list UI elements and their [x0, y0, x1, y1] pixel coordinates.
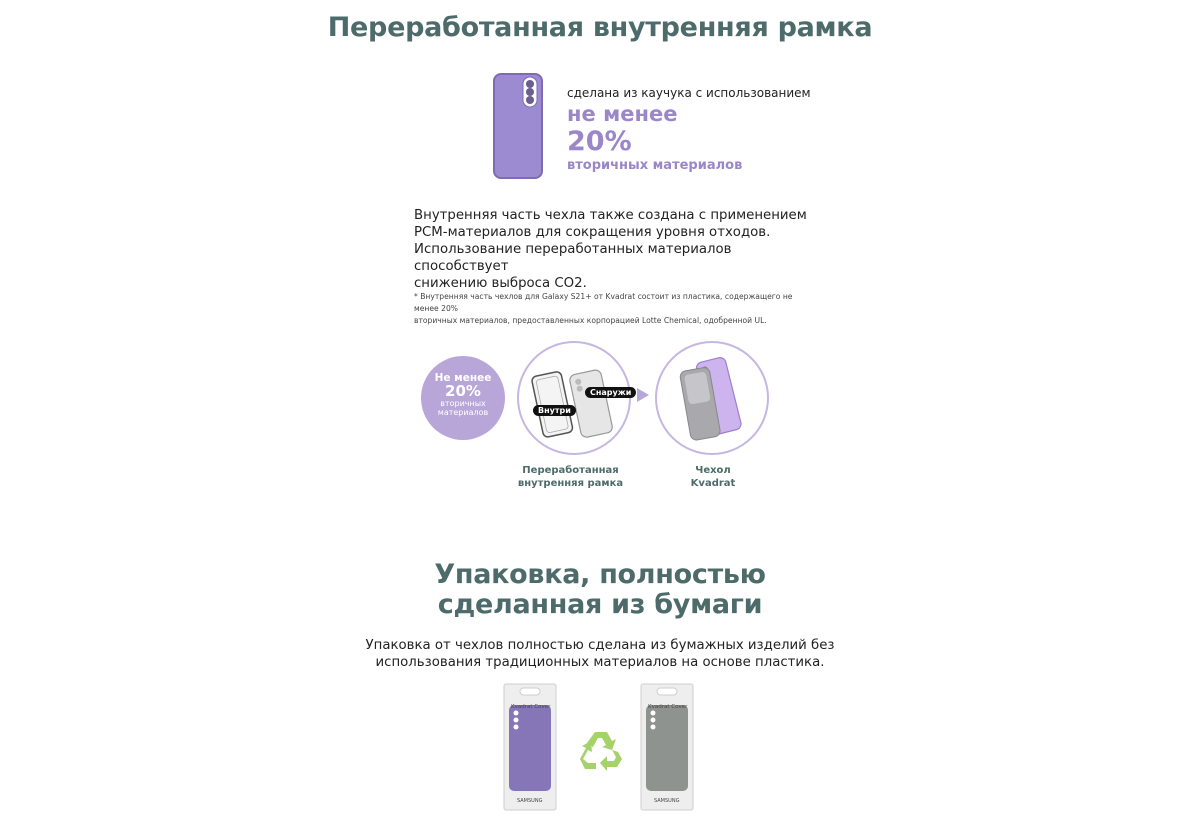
- section-title-recycled-frame: Переработанная внутренняя рамка: [327, 12, 873, 43]
- caption-line: Чехол: [695, 465, 731, 476]
- body-line: снижению выброса CO2.: [414, 276, 587, 291]
- arrow-right-icon: [637, 388, 649, 402]
- caption-line: Kvadrat: [690, 478, 736, 489]
- samsung-logo: SAMSUNG: [654, 798, 680, 804]
- recycle-icon: [578, 728, 624, 772]
- package-grey: [640, 683, 694, 811]
- footnote-line: вторичных материалов, предоставленных корпорацией Lotte Chemical, одобренной UL.: [414, 316, 767, 325]
- highlight-subtitle: вторичных материалов: [567, 158, 743, 173]
- body-line: Внутренняя часть чехла также создана с применением: [414, 208, 807, 223]
- purple-case-icon: [493, 73, 543, 179]
- section-title-paper-packaging: [0, 560, 1200, 620]
- package-label: Kvadrat Cover: [511, 704, 551, 710]
- caption-kvadrat-case: [668, 464, 758, 490]
- package-label: Kvadrat Cover: [648, 704, 688, 710]
- stat-percent: 20%: [445, 382, 481, 400]
- title-line: Упаковка, полностью: [434, 559, 766, 590]
- body-line: Использование переработанных материалов способствует: [414, 242, 732, 274]
- stat-circle: [421, 356, 505, 440]
- caption-line: внутренняя рамка: [517, 478, 624, 489]
- packaging-paragraph: [0, 637, 1200, 671]
- samsung-logo: SAMSUNG: [517, 798, 543, 804]
- tag-inside: Внутри: [533, 405, 576, 416]
- body-line: Упаковка от чехлов полностью сделана из бумажных изделий без: [365, 638, 835, 653]
- title-line: сделанная из бумаги: [437, 589, 763, 620]
- stat-line: материалов: [437, 408, 489, 417]
- lead-text: сделана из каучука с использованием: [567, 86, 811, 100]
- tag-outside: Снаружи: [585, 387, 636, 398]
- body-line: PCM-материалов для сокращения уровня отходов.: [414, 225, 771, 240]
- highlight-label: не менее: [567, 102, 678, 126]
- kvadrat-case-illustration: [655, 341, 769, 455]
- caption-line: Переработанная: [522, 465, 619, 476]
- package-purple-drawing: [503, 683, 557, 811]
- caption-inner-frame: [508, 464, 633, 490]
- highlight-percent: 20%: [567, 126, 632, 157]
- stat-line: вторичных: [440, 399, 486, 408]
- kvadrat-case-drawing: [657, 343, 767, 453]
- footnote: [414, 291, 814, 327]
- footnote-line: * Внутренняя часть чехлов для Galaxy S21+ от Kvadrat состоит из пластика, содержащего не менее 20%: [414, 292, 793, 313]
- stat-line: Не менее: [434, 372, 492, 384]
- package-purple: [503, 683, 557, 811]
- body-line: использования традиционных материалов на основе пластика.: [375, 655, 825, 670]
- body-paragraph: [414, 207, 814, 292]
- inner-frame-illustration: [517, 341, 631, 455]
- inner-frame-drawing: [519, 343, 629, 453]
- package-grey-drawing: [640, 683, 694, 811]
